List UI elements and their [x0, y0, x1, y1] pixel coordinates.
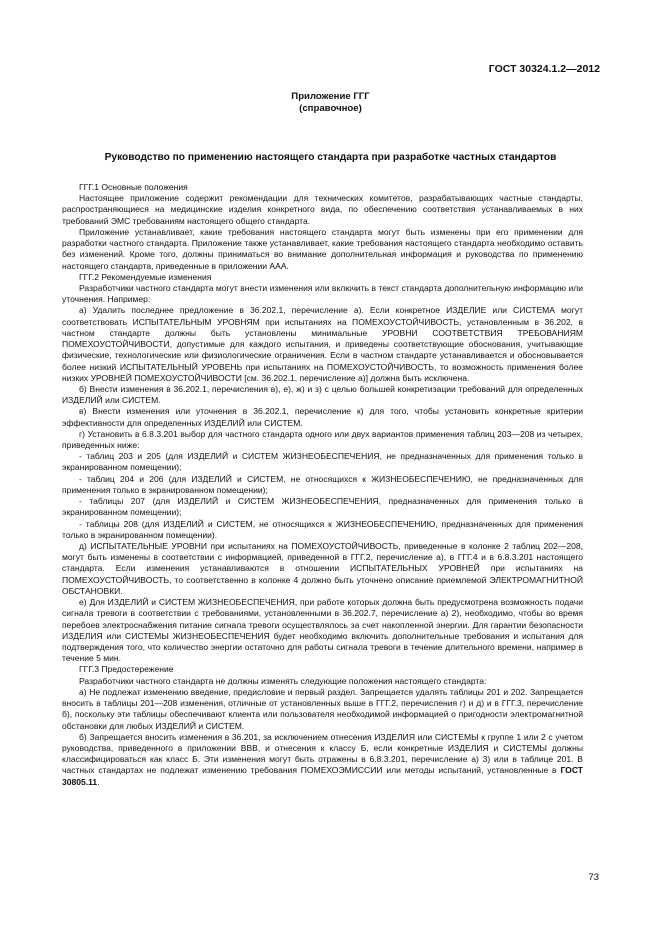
subsection-heading: ГГГ.1 Основные положения — [79, 182, 188, 192]
subsection-heading: ГГГ.3 Предостережение — [79, 664, 174, 675]
list-item-text: б) Запрещается вносить изменения в 36.201, за исключением отнесения ИЗДЕЛИЯ или СИСТЕМЫ к группе 1 или 2 с учетом руководства, приведенного в приложении ВВВ, и отнесения к классу Б, если конкретные ИЗДЕЛИЯ и СИСТЕМЫ должны классифицироваться как класс Б. Эти изменения могут быть отражены в 6.8.3.201, перечисление а) 3) или в таблице 201. В частных стандартах не подлежат изменению требования ПОМЕХОЭМИССИИ или методы испытаний, установленные в — [62, 731, 583, 776]
list-item: а) Удалить последнее предложение в 36.202.1, перечисление а). Если конкретное ИЗДЕЛИЕ или СИСТЕМА могут соответствовать ИСПЫТАТЕЛЬНЫМ УРОВНЯМ при испытаниях на ПОМЕХОУСТОЙЧИВОСТЬ, установленным в 36.202, в частном стандарте должны быть установлены минимальные УРОВНИ СООТВЕТСТВИЯ ТРЕБОВАНИЯМ ПОМЕХОУСТОЙЧИВОСТИ, допустимые для каждого испытания, и приведены соответствующие обоснования, учитывающие физические, технологические или физиологические ограничения. Если в частном стандарте устанавливается и обосновывается более низкий ИСПЫТАТЕЛЬНЫЙ УРОВЕНЬ при испытаниях на ПОМЕХОУСТОЙЧИВОСТЬ, то возможность применения более низких УРОВНЕЙ ПОМЕХОУСТОЙЧИВОСТИ [см. 36.202.1, перечисление а)] должна быть исключена. — [62, 305, 583, 383]
standard-reference: ГОСТ 30805.11 — [62, 765, 583, 787]
list-item: а) Не подлежат изменению введение, предисловие и первый раздел. Запрещается удалять таблицы 201 и 202. Запрещается вносить в таблицы 201—208 изменения, отличные от установленных выше в ГГГ.2, перечисления г) и д) и в ГГГ.3, перечисление б), поскольку эти таблицы обеспечивают клиента или пользователя необходимой информацией о пригодности электромагнитной обстановки для любых ИЗДЕЛИЙ и СИСТЕМ. — [62, 686, 583, 731]
list-item — [62, 732, 583, 788]
bullet-item: - таблиц 204 и 206 (для ИЗДЕЛИЙ и СИСТЕМ, не относящихся к ЖИЗНЕОБЕСПЕЧЕНИЮ, не предназначенных для применения только в экранированном помещении); — [62, 473, 583, 495]
list-item: в) Внести изменения или уточнения в 36.202.1, перечисление к) для того, чтобы установить конкретные критерии эффективности для определенных ИЗДЕЛИЙ или СИСТЕМ. — [62, 406, 583, 428]
list-item: д) ИСПЫТАТЕЛЬНЫЕ УРОВНИ при испытаниях на ПОМЕХОУСТОЙЧИВОСТЬ, приведенные в колонке 2 таблиц 202—208, могут быть изменены в соответствии с информацией, приведенной в ГГГ.2, перечисление а), в ГГГ.4 и в 6.8.3.201 настоящего стандарта. Если изменения устанавливаются в отношении ИСПЫТАТЕЛЬНЫХ УРОВНЕЙ при испытаниях на ПОМЕХОУСТОЙЧИВОСТЬ, то соответственно в колонке 4 должно быть уточнено описание приемлемой ЭЛЕКТРОМАГНИТНОЙ ОБСТАНОВКИ. — [62, 541, 583, 596]
appendix-heading — [0, 91, 661, 114]
standard-header: ГОСТ 30324.1.2—2012 — [488, 63, 600, 75]
document-body — [62, 182, 583, 788]
appendix-subtitle: (справочное) — [299, 102, 362, 114]
paragraph: Разработчики частного стандарта не должны изменять следующие положения настоящего стандарта: — [79, 675, 487, 686]
bullet-item: - таблицы 208 (для ИЗДЕЛИЙ и СИСТЕМ, не относящихся к ЖИЗНЕОБЕСПЕЧЕНИЮ, предназначенных для применения только в экранированном помещении). — [62, 518, 583, 540]
paragraph: Настоящее приложение содержит рекомендации для технических комитетов, разрабатывающих частные стандарты, распространяющиеся на медицинские изделия конкретного вида, по обеспечению соответствия устанавливаемых в них требований ЭМС требованиям настоящего общего стандарта. — [62, 193, 583, 226]
paragraph: Приложение устанавливает, какие требования настоящего стандарта могут быть изменены при его применении для разработки частного стандарта. Приложение также устанавливает, какие требования настоящего стандарта необходимо оставить без изменений. Кроме того, должны приниматься во внимание дополнительная информация и руководства по применению настоящего стандарта, приведенные в приложении ААА. — [62, 226, 583, 271]
bullet-item: - таблицы 207 (для ИЗДЕЛИЙ и СИСТЕМ ЖИЗНЕОБЕСПЕЧЕНИЯ, предназначенных для применения только в экранированном помещении); — [62, 496, 583, 518]
closing-period: . — [97, 776, 100, 787]
list-item: б) Внести изменения в 36.202.1, перечисления в), е), ж) и з) с целью большей конкретизации требований для определенных ИЗДЕЛИЙ или СИСТЕМ. — [62, 383, 583, 406]
list-item: е) Для ИЗДЕЛИЙ и СИСТЕМ ЖИЗНЕОБЕСПЕЧЕНИЯ, при работе которых должна быть предусмотрена возможность подачи сигнала тревоги в соответствии с требованиями, установленными в 36.202.7, перечисление а) 2), необходимо, чтобы во время перебоев электроснабжения питание сигнала тревоги осуществлялось за счет накопленной энергии. Для гарантии безопасности ИЗДЕЛИЯ или СИСТЕМЫ ЖИЗНЕОБЕСПЕЧЕНИЯ будет необходимо включить дополнительные требования и испытания для подтверждения того, что количество энергии остаточно для работы сигнала тревоги в течение длительного времени, например в течение 5 мин. — [62, 597, 583, 664]
subsection-heading: ГГГ.2 Рекомендуемые изменения — [79, 271, 212, 282]
bullet-item: - таблиц 203 и 205 (для ИЗДЕЛИЙ и СИСТЕМ ЖИЗНЕОБЕСПЕЧЕНИЯ, не предназначенных для применения только в экранированном помещении); — [62, 451, 583, 473]
section-title: Руководство по применению настоящего стандарта при разработке частных стандартов — [104, 152, 557, 163]
paragraph: Разработчики частного стандарта могут внести изменения или включить в текст стандарта дополнительную информацию или уточнения. Например: — [62, 282, 583, 305]
page-number: 73 — [588, 872, 599, 883]
appendix-title: Приложение ГГГ — [291, 91, 370, 102]
list-item: г) Установить в 6.8.3.201 выбор для частного стандарта одного или двух вариантов применения таблиц 203—208 из четырех, приведенных ниже: — [62, 428, 583, 451]
